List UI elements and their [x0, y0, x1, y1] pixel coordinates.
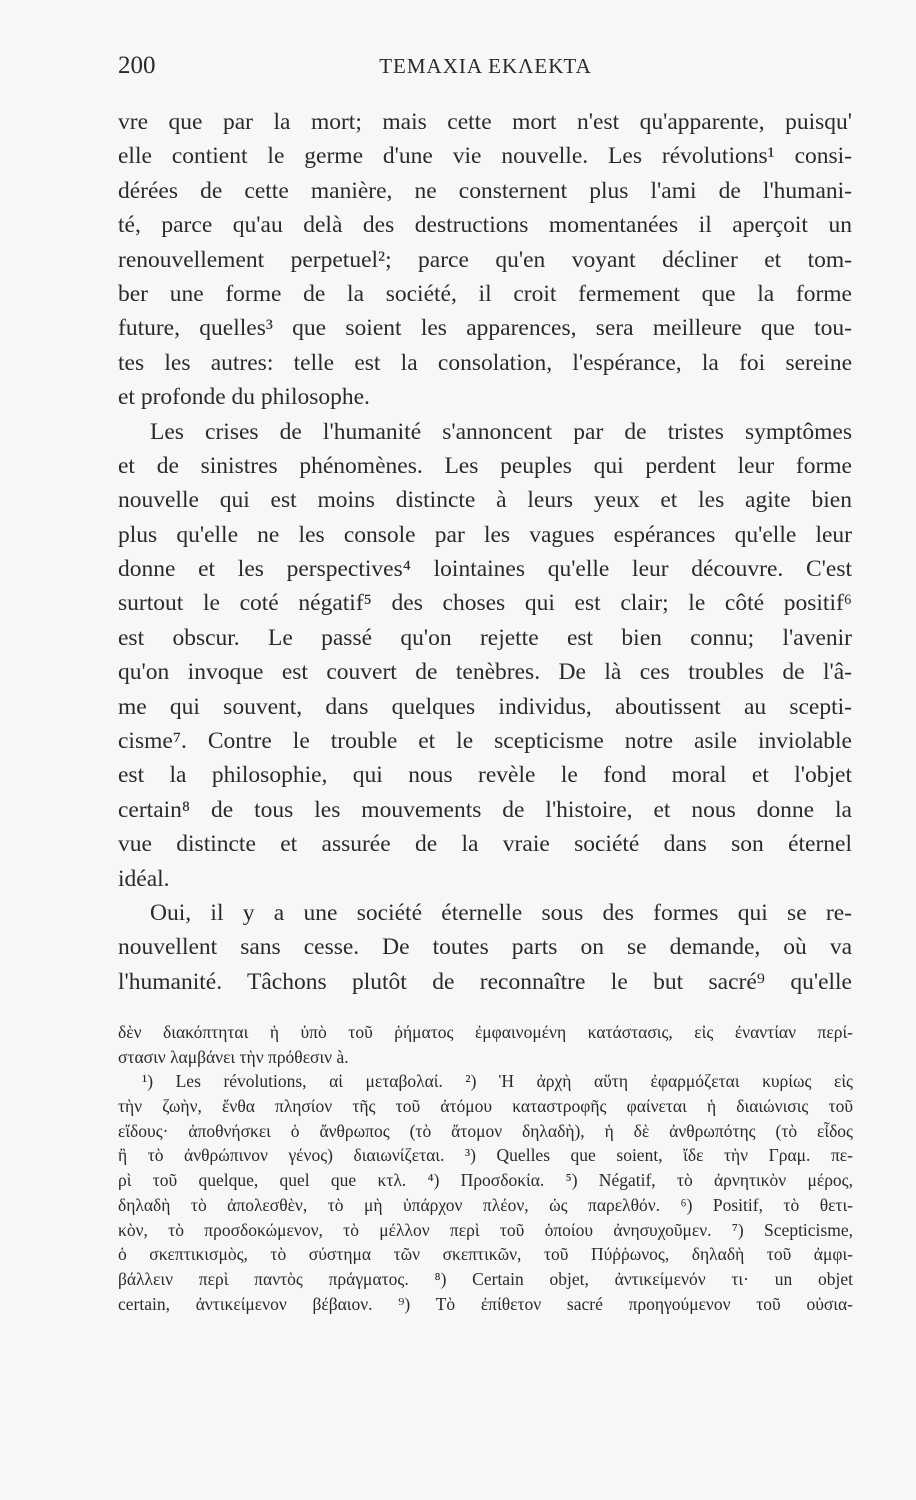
main-text	[118, 105, 852, 999]
footnote-line: δηλαδὴ τὸ ἀπολεσθὲν, τὸ μὴ ὑπάρχον πλέον, ὡς παρελθόν. ⁶) Positif, τὸ θετι-	[118, 1194, 853, 1215]
text-line: l'humanité. Tâchons plutôt de reconnaître le but sacré⁹ qu'elle	[118, 968, 852, 995]
text-line: renouvellement perpetuel²; parce qu'en voyant décliner et tom-	[118, 246, 852, 273]
footnote-line: certain, ἀντικείμενον βέβαιον. ⁹) Τὸ ἐπίθετον sacré προηγούμενον τοῦ οὐσια-	[118, 1293, 853, 1314]
text-line: vue distincte et assurée de la vraie société dans son éternel	[118, 831, 852, 858]
text-line: cisme⁷. Contre le trouble et le scepticisme notre asile inviolable	[118, 728, 852, 755]
text-line: ber une forme de la société, il croit fermement que la forme	[118, 280, 852, 307]
text-line: plus qu'elle ne les console par les vagues espérances qu'elle leur	[118, 521, 852, 548]
footnote-line: εἴδους· ἀποθνήσκει ὁ ἄνθρωπος (τὸ ἄτομον δηλαδὴ), ἡ δὲ ἀνθρωπότης (τὸ εἶδος	[118, 1120, 853, 1141]
footnote-line: βάλλειν περὶ παντὸς πράγματος. ⁸) Certain objet, ἀντικείμενόν τι· un objet	[118, 1268, 853, 1289]
footnote-line: κὸν, τὸ προσδοκώμενον, τὸ μέλλον περὶ τοῦ ὁποίου ἀνησυχοῦμεν. ⁷) Scepticisme,	[118, 1219, 853, 1240]
text-line: est la philosophie, qui nous revèle le fond moral et l'objet	[118, 762, 852, 789]
footnote-line: δὲν διακόπτηται ἡ ὑπὸ τοῦ ῥήματος ἐμφαινομένη κατάστασις, εἰς ἐναντίαν περί-	[118, 1022, 853, 1042]
text-line: surtout le coté négatif⁵ des choses qui est clair; le côté positif⁶	[118, 590, 852, 617]
text-line: certain⁸ de tous les mouvements de l'histoire, et nous donne la	[118, 796, 852, 823]
text-line: future, quelles³ que soient les apparences, sera meilleure que tou-	[118, 315, 852, 342]
text-line: me qui souvent, dans quelques individus, aboutissent au scepti-	[118, 693, 852, 720]
footnote-line: ὁ σκεπτικισμὸς, τὸ σύστημα τῶν σκεπτικῶν, τοῦ Πύῤῥωνος, δηλαδὴ τοῦ ἀμφι-	[118, 1244, 853, 1265]
text-line: idéal.	[118, 865, 170, 892]
text-line: nouvellent sans cesse. De toutes parts on se demande, où va	[118, 934, 852, 961]
footnote-line: ¹) Les révolutions, αἱ μεταβολαί. ²) Ἡ ἀρχὴ αὕτη ἐφαρμόζεται κυρίως εἰς	[142, 1071, 853, 1092]
text-line: nouvelle qui est moins distincte à leurs yeux et les agite bien	[118, 487, 852, 514]
footnote-line: στασιν λαμβάνει τὴν πρόθεσιν à.	[118, 1046, 349, 1067]
text-line: tes les autres: telle est la consolation, l'espérance, la foi sereine	[118, 349, 852, 376]
text-line: Oui, il y a une société éternelle sous des formes qui se re-	[150, 899, 852, 926]
text-line: est obscur. Le passé qu'on rejette est bien connu; l'avenir	[118, 624, 852, 651]
text-line: vre que par la mort; mais cette mort n'est qu'apparente, puisqu'	[118, 109, 852, 135]
footnote-line: ἢ τὸ ἀνθρώπινον γένος) διαιωνίζεται. ³) Quelles que soient, ἴδε τὴν Γραμ. πε-	[118, 1145, 853, 1166]
footnote-line: ρὶ τοῦ quelque, quel que κτλ. ⁴) Προσδοκία. ⁵) Négatif, τὸ ἀρνητικὸν μέρος,	[118, 1170, 853, 1191]
text-line: dérées de cette manière, ne consternent plus l'ami de l'humani-	[118, 177, 852, 204]
text-line: et de sinistres phénomènes. Les peuples qui perdent leur forme	[118, 452, 852, 479]
text-line: donne et les perspectives⁴ lointaines qu'elle leur découvre. C'est	[118, 556, 852, 583]
text-line: Les crises de l'humanité s'annoncent par de tristes symptômes	[150, 418, 852, 445]
footnote-line: τὴν ζωὴν, ἔνθα πλησίον τῆς τοῦ ἀτόμου καταστροφῆς φαίνεται ἡ διαιώνισις τοῦ	[118, 1096, 853, 1117]
text-line: et profonde du philosophe.	[118, 384, 370, 411]
footnotes	[118, 1020, 853, 1316]
text-line: té, parce qu'au delà des destructions momentanées il aperçoit un	[118, 212, 852, 239]
text-line: qu'on invoque est couvert de tenèbres. De là ces troubles de l'â-	[118, 659, 852, 686]
page-number: 200	[118, 52, 156, 79]
running-header	[118, 52, 853, 86]
running-title: ΤΕΜΑΧΙΑ ΕΚΛΕΚΤΑ	[379, 54, 592, 78]
text-line: elle contient le germe d'une vie nouvelle. Les révolutions¹ consi-	[118, 143, 852, 170]
